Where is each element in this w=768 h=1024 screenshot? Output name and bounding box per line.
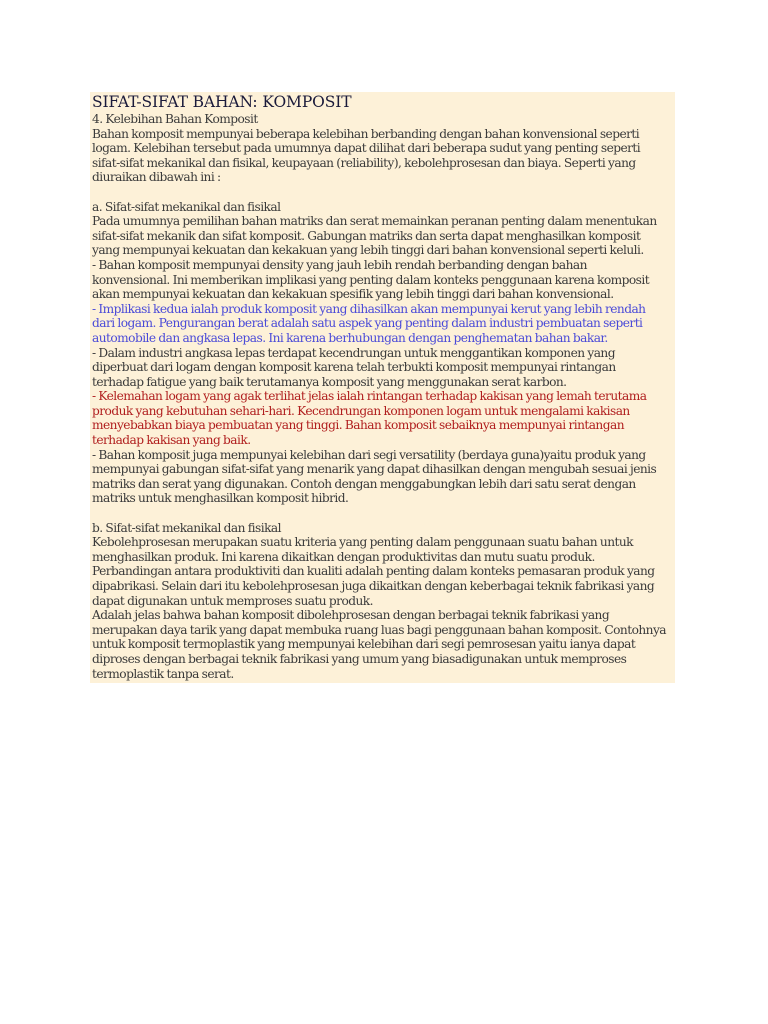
section-heading-b: b. Sifat-sifat mekanikal dan fisikal: [92, 520, 281, 535]
text-line: Adalah jelas bahwa bahan komposit dibolehprosesan dengan berbagai teknik fabrikasi yang: [92, 608, 610, 623]
text-line: automobile dan angkasa lepas. Ini karena berhubungan dengan penghematan bahan bakar.: [92, 330, 608, 345]
text-line: konvensional. Ini memberikan implikasi yang penting dalam konteks penggunaan karena komposit: [92, 272, 650, 287]
section-b-paragraph-1: [92, 535, 675, 608]
text-line: yang mempunyai kekuatan dan kekakuan yang lebih tinggi dari bahan konvensional seperti keluli.: [92, 243, 644, 258]
paragraph-spacer: [92, 506, 675, 521]
text-line: produk yang kebutuhan sehari-hari. Kecendrungan komponen logam untuk mengalami kakisan: [92, 403, 630, 418]
text-line: dipabrikasi. Selain dari itu kebolehprosesan juga dikaitkan dengan keberbagai teknik fabrikasi yang: [92, 579, 655, 593]
text-line: - Implikasi kedua ialah produk komposit yang dihasilkan akan mempunyai kerut yang lebih rendah: [92, 301, 646, 316]
text-line: termoplastik tanpa serat.: [92, 666, 234, 681]
text-line: dapat digunakan untuk memproses suatu produk.: [92, 593, 373, 608]
text-line: merupakan daya tarik yang dapat membuka ruang luas bagi penggunaan bahan komposit. Contohnya: [92, 622, 667, 637]
text-line: - Dalam industri angkasa lepas terdapat kecendrungan untuk menggantikan komponen yang: [92, 345, 615, 360]
text-line: menyebabkan biaya pembuatan yang tinggi. Bahan komposit sebaiknya mempunyai rintangan: [92, 418, 624, 433]
point-versatility: [92, 448, 675, 506]
text-line: sifat-sifat mekanik dan sifat komposit. Gabungan matriks dan serta dapat menghasilkan komposit: [92, 228, 641, 243]
text-line: - Kelemahan logam yang agak terlihat jelas ialah rintangan terhadap kakisan yang lemah terutama: [92, 389, 647, 404]
text-line: matriks dan serat yang digunakan. Contoh dengan menggabungkan lebih dari satu serat dengan: [92, 476, 636, 491]
text-line: terhadap kakisan yang baik.: [92, 433, 251, 448]
point-weight-highlight: [92, 302, 675, 346]
article-title: SIFAT-SIFAT BAHAN: KOMPOSIT: [92, 93, 352, 111]
text-line: diproses dengan berbagai teknik fabrikasi yang umum yang biasadigunakan untuk memproses: [92, 651, 627, 666]
text-line: terhadap fatigue yang baik terutamanya komposit yang menggunakan serat karbon.: [92, 374, 567, 389]
text-line: dari logam. Pengurangan berat adalah satu aspek yang penting dalam industri pembuatan seperti: [92, 316, 643, 331]
intro-paragraph: [92, 127, 675, 185]
point-density: [92, 258, 675, 302]
text-line: Pada umumnya pemilihan bahan matriks dan serat memainkan peranan penting dalam menentukan: [92, 214, 657, 229]
text-line: Kebolehprosesan merupakan suatu kriteria yang penting dalam penggunaan suatu bahan untuk: [92, 535, 633, 550]
text-line: sifat-sifat mekanikal dan fisikal, keupayaan (reliability), kebolehprosesan dan biaya. Seperti yang: [92, 155, 636, 170]
text-line: mempunyai gabungan sifat-sifat yang menarik yang dapat dihasilkan dengan mengubah sesuai jenis: [92, 462, 657, 477]
section-heading-kelebihan: 4. Kelebihan Bahan Komposit: [92, 112, 258, 126]
section-heading-a: a. Sifat-sifat mekanikal dan fisikal: [92, 199, 281, 214]
text-line: akan mempunyai kekuatan dan kekakuan spesifik yang lebih tinggi dari bahan konvensional.: [92, 287, 614, 302]
text-line: logam. Kelebihan tersebut pada umumnya dapat dilihat dari beberapa sudut yang penting seperti: [92, 141, 641, 156]
text-line: matriks untuk menghasilkan komposit hibrid.: [92, 491, 349, 506]
text-line: Bahan komposit mempunyai beberapa kelebihan berbanding dengan bahan konvensional seperti: [92, 126, 640, 141]
text-line: diuraikan dibawah ini :: [92, 170, 221, 185]
point-corrosion-highlight: [92, 389, 675, 447]
section-b-paragraph-2: [92, 608, 675, 681]
text-line: diperbuat dari logam dengan komposit karena telah terbukti komposit mempunyai rintangan: [92, 360, 616, 375]
text-line: Perbandingan antara produktiviti dan kualiti adalah penting dalam konteks pemasaran produk yang: [92, 564, 655, 579]
article-panel: [90, 92, 675, 683]
point-fatigue: [92, 346, 675, 390]
text-line: - Bahan komposit mempunyai density yang jauh lebih rendah berbanding dengan bahan: [92, 257, 587, 272]
paragraph-spacer: [92, 185, 675, 200]
text-line: untuk komposit termoplastik yang mempunyai kelebihan dari segi pemrosesan yaitu ianya dapat: [92, 637, 636, 652]
text-line: menghasilkan produk. Ini karena dikaitkan dengan produktivitas dan mutu suatu produk.: [92, 549, 595, 564]
text-line: - Bahan komposit juga mempunyai kelebihan dari segi versatility (berdaya guna)yaitu produk yang: [92, 447, 646, 462]
section-a-paragraph: [92, 214, 675, 258]
